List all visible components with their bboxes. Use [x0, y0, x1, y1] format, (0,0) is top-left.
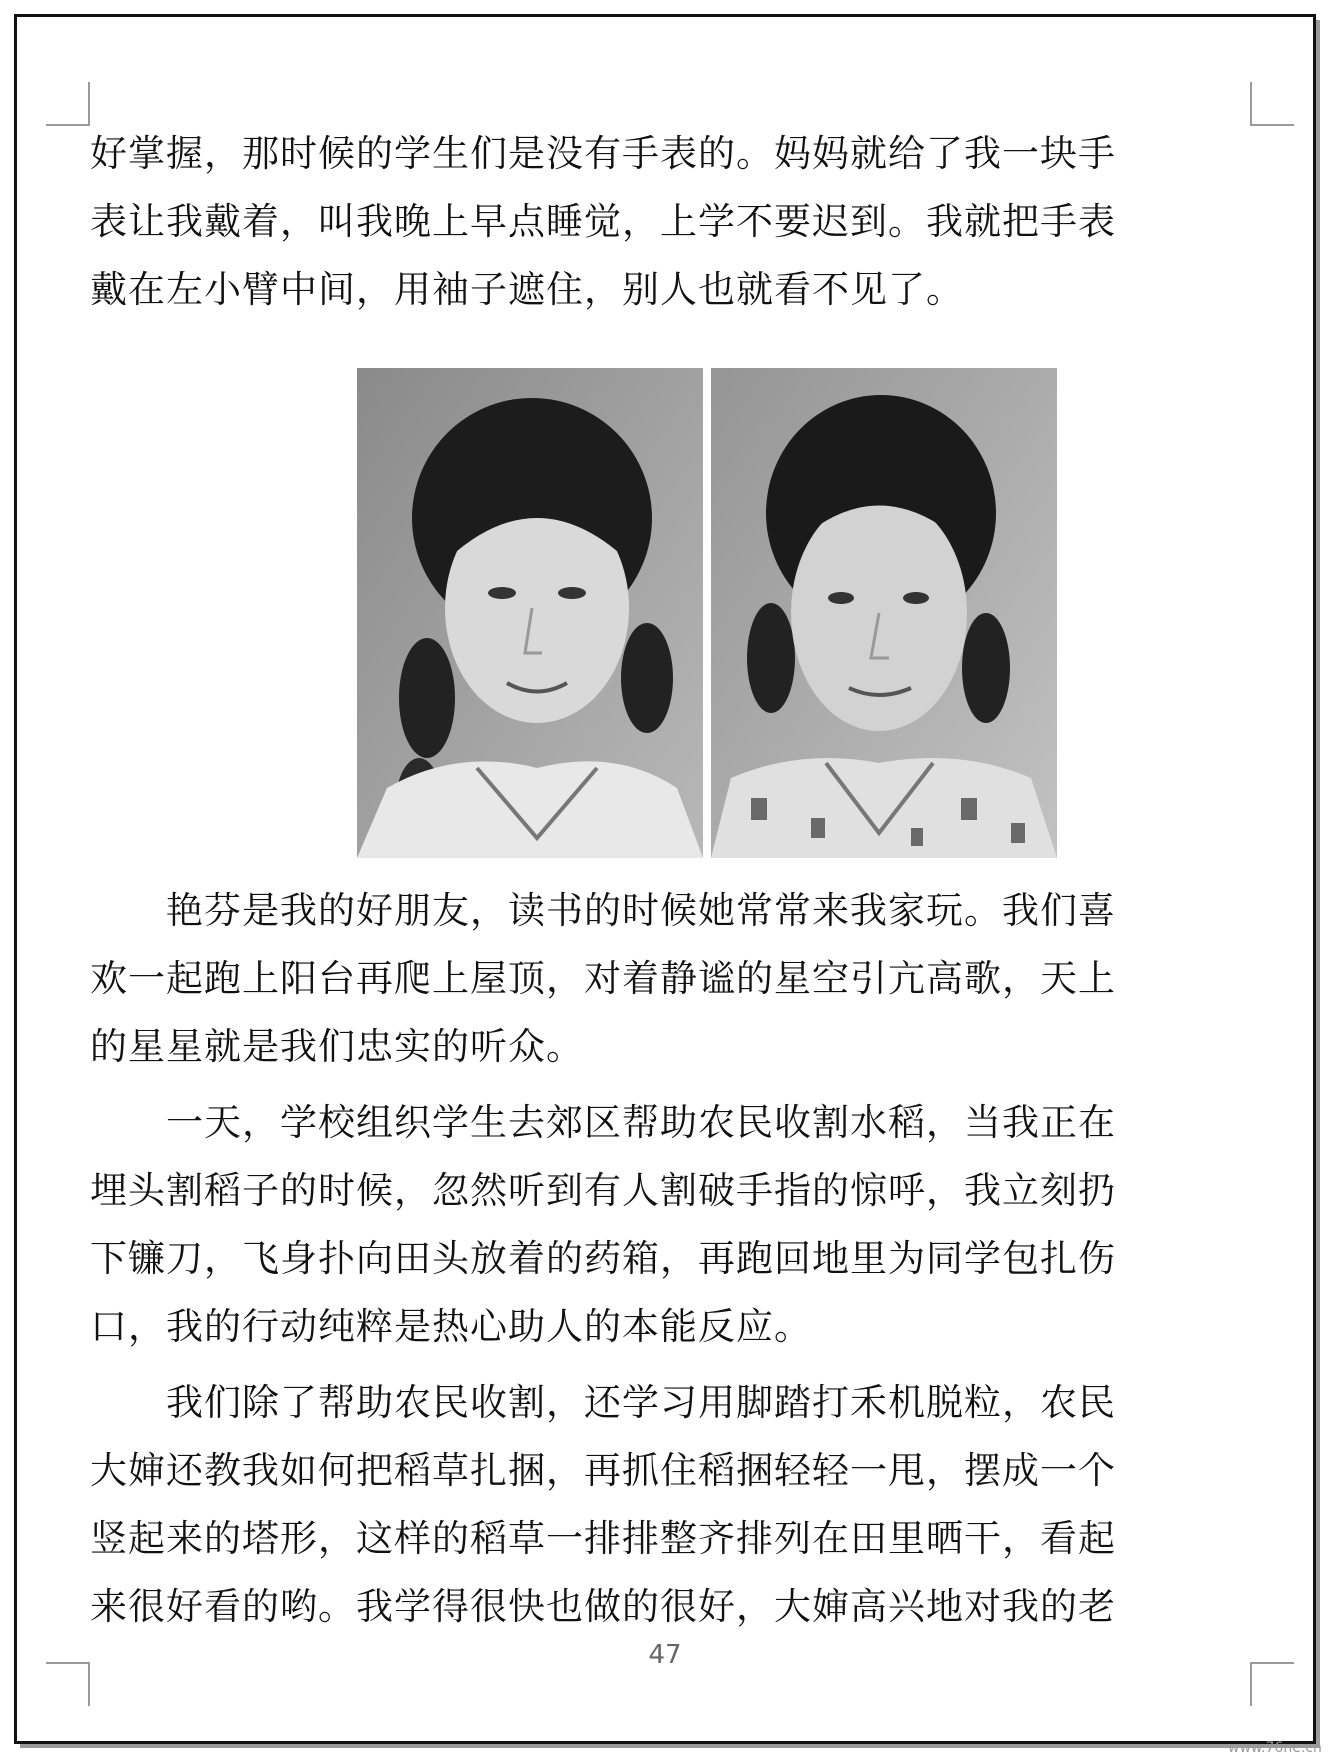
crop-mark-top-left: [46, 82, 90, 126]
page-shadow-right: [1316, 20, 1320, 1748]
page-shadow-bottom: [20, 1744, 1320, 1748]
watermark: www.76ne.cn: [1228, 1740, 1322, 1756]
text-line: 竖起来的塔形，这样的稻草一排排整齐排列在田里晒干，看起: [90, 1517, 1116, 1560]
text-line: 表让我戴着，叫我晚上早点睡觉，上学不要迟到。我就把手表: [90, 200, 1116, 243]
text-line: 下镰刀，飞身扑向田头放着的药箱，再跑回地里为同学包扎伤: [90, 1237, 1116, 1280]
text-line: 埋头割稻子的时候，忽然听到有人割破手指的惊呼，我立刻扔: [90, 1169, 1116, 1212]
page-number: 47: [648, 1640, 682, 1670]
text-line: 欢一起跑上阳台再爬上屋顶，对着静谧的星空引亢高歌，天上: [90, 957, 1116, 1000]
portrait-photo-left: [357, 368, 703, 858]
text-line: 的星星就是我们忠实的听众。: [90, 1025, 584, 1068]
text-line: 我们除了帮助农民收割，还学习用脚踏打禾机脱粒，农民: [90, 1381, 1116, 1424]
text-line: 戴在左小臂中间，用袖子遮住，别人也就看不见了。: [90, 268, 964, 311]
crop-mark-top-right: [1250, 82, 1294, 126]
crop-mark-bottom-left: [46, 1662, 90, 1706]
portrait-image: [357, 368, 703, 858]
portrait-photo-right: [711, 368, 1057, 858]
text-line: 大婶还教我如何把稻草扎捆，再抓住稻捆轻轻一甩，摆成一个: [90, 1449, 1116, 1492]
crop-mark-bottom-right: [1250, 1662, 1294, 1706]
portrait-image: [711, 368, 1057, 858]
text-line: 一天，学校组织学生去郊区帮助农民收割水稻，当我正在: [90, 1101, 1116, 1144]
text-line: 口，我的行动纯粹是热心助人的本能反应。: [90, 1305, 812, 1348]
text-line: 好掌握，那时候的学生们是没有手表的。妈妈就给了我一块手: [90, 132, 1116, 175]
text-line: 来很好看的哟。我学得很快也做的很好，大婶高兴地对我的老: [90, 1585, 1116, 1628]
text-line: 艳芬是我的好朋友，读书的时候她常常来我家玩。我们喜: [90, 889, 1116, 932]
